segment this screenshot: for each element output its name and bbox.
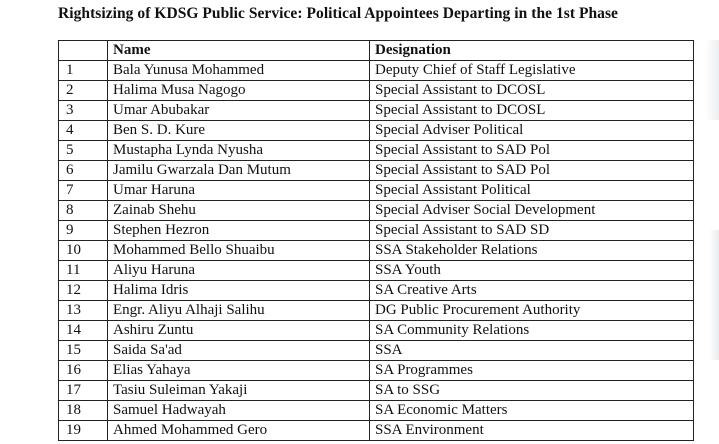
appointee-designation: SSA Stakeholder Relations xyxy=(370,241,694,261)
appointee-name: Ahmed Mohammed Gero xyxy=(108,421,370,441)
table-row xyxy=(59,201,694,221)
table-row xyxy=(59,181,694,201)
document-title: Rightsizing of KDSG Public Service: Political Appointees Departing in the 1st Phase xyxy=(58,5,618,22)
appointee-designation: SSA Environment xyxy=(370,421,694,441)
row-number: 9 xyxy=(59,221,108,241)
table-row xyxy=(59,121,694,141)
appointee-designation: Special Assistant to DCOSL xyxy=(370,101,694,121)
column-header-name: Name xyxy=(108,41,370,61)
row-number: 13 xyxy=(59,301,108,321)
row-number: 17 xyxy=(59,381,108,401)
row-number: 1 xyxy=(59,61,108,81)
table-row xyxy=(59,161,694,181)
row-number: 5 xyxy=(59,141,108,161)
column-header-number xyxy=(59,41,108,61)
appointee-name: Ben S. D. Kure xyxy=(108,121,370,141)
row-number: 11 xyxy=(59,261,108,281)
table-row xyxy=(59,401,694,421)
column-header-designation: Designation xyxy=(370,41,694,61)
row-number: 4 xyxy=(59,121,108,141)
appointee-name: Aliyu Haruna xyxy=(108,261,370,281)
row-number: 19 xyxy=(59,421,108,441)
row-number: 16 xyxy=(59,361,108,381)
appointee-designation: SA Creative Arts xyxy=(370,281,694,301)
row-number: 15 xyxy=(59,341,108,361)
appointee-name: Elias Yahaya xyxy=(108,361,370,381)
appointee-name: Zainab Shehu xyxy=(108,201,370,221)
appointee-designation: SA Programmes xyxy=(370,361,694,381)
row-number: 7 xyxy=(59,181,108,201)
screen-edge-shadow-lower xyxy=(709,230,719,360)
row-number: 6 xyxy=(59,161,108,181)
appointee-designation: Special Assistant Political xyxy=(370,181,694,201)
row-number: 12 xyxy=(59,281,108,301)
table-row xyxy=(59,281,694,301)
table-row xyxy=(59,321,694,341)
appointee-name: Jamilu Gwarzala Dan Mutum xyxy=(108,161,370,181)
appointee-designation: DG Public Procurement Authority xyxy=(370,301,694,321)
table-row xyxy=(59,381,694,401)
appointee-name: Ashiru Zuntu xyxy=(108,321,370,341)
table-row xyxy=(59,301,694,321)
appointee-name: Mohammed Bello Shuaibu xyxy=(108,241,370,261)
appointee-name: Umar Abubakar xyxy=(108,101,370,121)
appointee-designation: SA Economic Matters xyxy=(370,401,694,421)
row-number: 3 xyxy=(59,101,108,121)
table-row xyxy=(59,261,694,281)
appointee-name: Engr. Aliyu Alhaji Salihu xyxy=(108,301,370,321)
table-row xyxy=(59,341,694,361)
screen-edge-shadow xyxy=(705,40,719,120)
table-row xyxy=(59,81,694,101)
appointee-designation: SA to SSG xyxy=(370,381,694,401)
appointee-designation: SA Community Relations xyxy=(370,321,694,341)
appointee-name: Umar Haruna xyxy=(108,181,370,201)
appointee-designation: SSA xyxy=(370,341,694,361)
row-number: 8 xyxy=(59,201,108,221)
table-row xyxy=(59,221,694,241)
appointee-name: Saida Sa'ad xyxy=(108,341,370,361)
table-row xyxy=(59,241,694,261)
table-row xyxy=(59,421,694,441)
row-number: 18 xyxy=(59,401,108,421)
appointee-designation: Special Assistant to SAD Pol xyxy=(370,161,694,181)
appointee-name: Mustapha Lynda Nyusha xyxy=(108,141,370,161)
table-row xyxy=(59,361,694,381)
appointee-name: Bala Yunusa Mohammed xyxy=(108,61,370,81)
table-row xyxy=(59,61,694,81)
row-number: 2 xyxy=(59,81,108,101)
row-number: 10 xyxy=(59,241,108,261)
appointee-designation: Special Assistant to DCOSL xyxy=(370,81,694,101)
appointee-designation: Special Assistant to SAD Pol xyxy=(370,141,694,161)
appointee-name: Stephen Hezron xyxy=(108,221,370,241)
appointee-name: Tasiu Suleiman Yakaji xyxy=(108,381,370,401)
appointee-name: Halima Idris xyxy=(108,281,370,301)
table-row xyxy=(59,101,694,121)
appointee-designation: Special Adviser Social Development xyxy=(370,201,694,221)
appointee-designation: Special Adviser Political xyxy=(370,121,694,141)
appointee-designation: Special Assistant to SAD SD xyxy=(370,221,694,241)
appointee-name: Samuel Hadwayah xyxy=(108,401,370,421)
appointee-designation: Deputy Chief of Staff Legislative xyxy=(370,61,694,81)
table-header-row xyxy=(59,41,694,61)
appointee-designation: SSA Youth xyxy=(370,261,694,281)
appointees-table xyxy=(58,40,694,441)
appointee-name: Halima Musa Nagogo xyxy=(108,81,370,101)
row-number: 14 xyxy=(59,321,108,341)
table-row xyxy=(59,141,694,161)
